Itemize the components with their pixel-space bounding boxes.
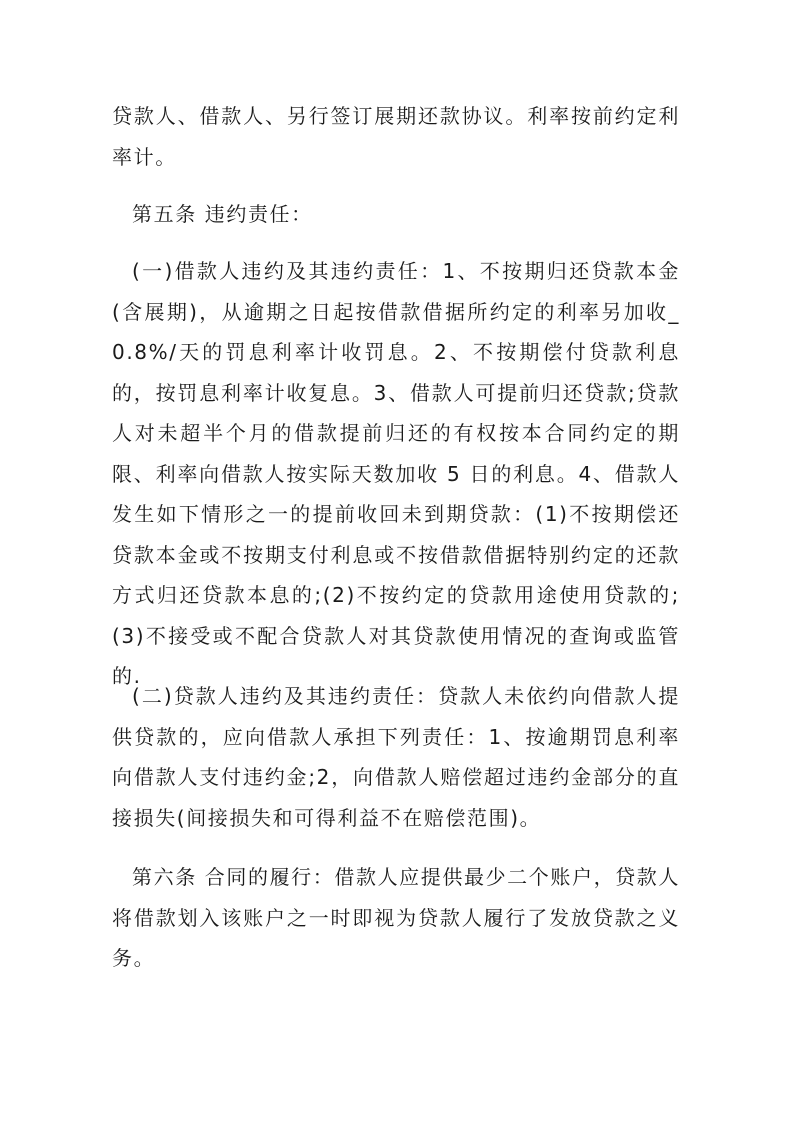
paragraph-lender-default: (二)贷款人违约及其违约责任：贷款人未依约向借款人提供贷款的，应向借款人承担下列责任：1、按逾期罚息利率向借款人支付违约金;2，向借款人赔偿超过违约金部分的直接损失(间接损失和可得利益不在赔偿范围)。	[112, 684, 680, 830]
paragraph-borrower-default: (一)借款人违约及其违约责任：1、不按期归还贷款本金(含展期)，从逾期之日起按借款借据所约定的利率另加收_0.8%/天的罚息利率计收罚息。2、不按期偿付贷款利息的，按罚息利率计收复息。3、借款人可提前归还贷款;贷款人对未超半个月的借款提前归还的有权按本合同约定的期限、利率向借款人按实际天数加收 5 日的利息。4、借款人发生如下情形之一的提前收回未到期贷款：(1)不按期偿还贷款本金或不按期支付利息或不按借款借据特别约定的还款方式归还贷款本息的;(2)不按约定的贷款用途使用贷款的;(3)不接受或不配合贷款人对其贷款使用情况的查询或监管的.	[112, 259, 680, 688]
section-heading-article-5: 第五条 违约责任：	[132, 202, 313, 226]
paragraph-extension-agreement: 贷款人、借款人、另行签订展期还款协议。利率按前约定利率计。	[112, 104, 680, 169]
paragraph-article-6-performance: 第六条 合同的履行：借款人应提供最少二个账户，贷款人将借款划入该账户之一时即视为贷款人履行了发放贷款之义务。	[112, 865, 680, 970]
